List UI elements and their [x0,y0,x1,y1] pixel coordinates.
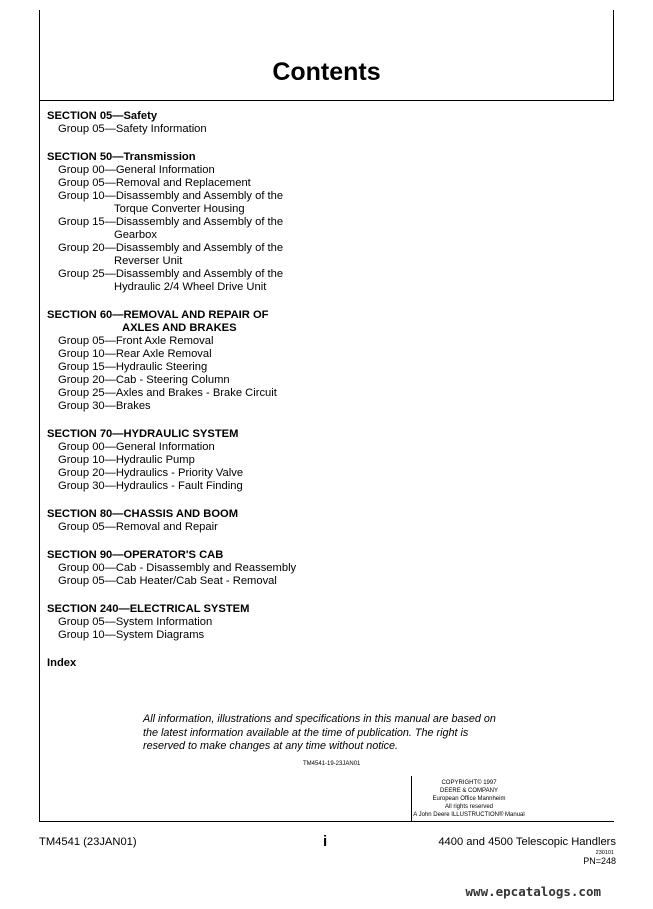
toc-sections [47,110,347,642]
notice-line: All information, illustrations and specifications in this manual are based on [143,713,496,725]
group-entry-continuation: Reverser Unit [114,255,183,267]
group-entry[interactable] [47,454,347,467]
index-link[interactable]: Index [47,657,77,669]
section-heading-text: SECTION 05—Safety [47,110,158,122]
toc-section [47,428,347,493]
group-entry[interactable] [47,335,347,348]
group-entry-continuation: Gearbox [114,229,157,241]
group-entry[interactable] [47,387,347,400]
group-entry-text: Group 10—Rear Axle Removal [58,348,212,360]
copyright-line: COPYRIGHT© 1997 [441,780,497,786]
group-entry-text: Group 10—System Diagrams [58,629,205,641]
group-entry[interactable] [47,361,347,374]
toc-section [47,549,347,588]
group-entry[interactable] [47,575,347,588]
copyright-line: European Office Mannheim [432,796,506,802]
notice-line: reserved to make changes at any time without notice. [143,740,399,752]
group-entry[interactable] [47,521,347,534]
group-entry[interactable] [47,242,347,268]
group-entry-text: Group 05—Removal and Replacement [58,177,251,189]
document-number: TM4541-19-23JAN01 [303,761,361,767]
copyright-line: All rights reserved [444,804,494,810]
left-margin-rule [39,100,40,821]
section-heading[interactable] [47,549,347,562]
group-entry[interactable] [47,348,347,361]
copyright-line: DEERE & COMPANY [440,788,498,794]
group-entry-text: Group 15—Disassembly and Assembly of the [58,216,284,228]
group-entry-text: Group 00—General Information [58,441,215,453]
section-heading[interactable] [47,151,347,164]
footer-date-code: 230101 [595,850,614,856]
group-entry[interactable] [47,629,347,642]
group-entry-continuation: Hydraulic 2/4 Wheel Drive Unit [114,281,267,293]
group-entry-text: Group 25—Axles and Brakes - Brake Circuit [58,387,277,399]
group-entry[interactable] [47,164,347,177]
group-entry-text: Group 05—Front Axle Removal [58,335,214,347]
group-entry[interactable] [47,190,347,216]
section-heading[interactable] [47,428,347,441]
section-heading[interactable] [47,603,347,616]
footer-pn: PN=248 [583,856,616,866]
section-heading[interactable] [47,309,347,335]
group-entry-text: Group 20—Disassembly and Assembly of the [58,242,284,254]
group-entry-text: Group 20—Cab - Steering Column [58,374,230,386]
section-heading-continuation: AXLES AND BRAKES [122,322,237,334]
group-entry[interactable] [47,268,347,294]
toc-section [47,309,347,413]
section-heading-text: SECTION 80—CHASSIS AND BOOM [47,508,239,520]
group-entry-text: Group 05—System Information [58,616,213,628]
group-entry[interactable] [47,123,347,136]
frame-right-rule [613,10,614,101]
section-heading-text: SECTION 240—ELECTRICAL SYSTEM [47,603,250,615]
group-entry[interactable] [47,374,347,387]
section-heading-text: SECTION 90—OPERATOR'S CAB [47,549,224,561]
group-entry-text: Group 05—Safety Information [58,123,207,135]
footer-manual-id: TM4541 (23JAN01) [39,836,137,848]
group-entry-text: Group 05—Cab Heater/Cab Seat - Removal [58,575,277,587]
group-entry-text: Group 30—Brakes [58,400,151,412]
group-entry-text: Group 05—Removal and Repair [58,521,218,533]
group-entry[interactable] [47,467,347,480]
section-heading-text: SECTION 70—HYDRAULIC SYSTEM [47,428,239,440]
table-of-contents [47,110,347,670]
page-title: Contents [272,58,381,86]
group-entry-text: Group 10—Disassembly and Assembly of the [58,190,284,202]
watermark-url[interactable]: www.epcatalogs.com [465,884,601,899]
group-entry[interactable] [47,216,347,242]
group-entry-text: Group 15—Hydraulic Steering [58,361,208,373]
group-entry[interactable] [47,400,347,413]
toc-section [47,603,347,642]
group-entry-text: Group 00—General Information [58,164,215,176]
section-heading-text: SECTION 60—REMOVAL AND REPAIR OF [47,309,269,321]
group-entry[interactable] [47,177,347,190]
footer-product-name: 4400 and 4500 Telescopic Handlers [438,836,616,848]
group-entry-text: Group 20—Hydraulics - Priority Valve [58,467,244,479]
group-entry[interactable] [47,441,347,454]
copyright-line: A John Deere ILLUSTRUCTION® Manual [413,812,525,818]
section-heading[interactable] [47,508,347,521]
footer-rule [39,821,614,822]
group-entry[interactable] [47,616,347,629]
toc-section [47,110,347,136]
disclaimer-notice [143,713,523,754]
toc-section [47,151,347,294]
group-entry-text: Group 25—Disassembly and Assembly of the [58,268,284,280]
footer-page-number: i [323,833,328,850]
notice-line: the latest information available at the time of publication. The right is [143,726,469,739]
toc-section [47,508,347,534]
group-entry-continuation: Torque Converter Housing [114,203,245,215]
copyright-block [385,779,553,819]
group-entry-text: Group 30—Hydraulics - Fault Finding [58,480,243,492]
group-entry[interactable] [47,480,347,493]
frame-left-rule [39,10,40,101]
group-entry-text: Group 10—Hydraulic Pump [58,454,195,466]
section-heading[interactable] [47,110,347,123]
title-underline-rule [39,100,614,101]
group-entry[interactable] [47,562,347,575]
group-entry-text: Group 00—Cab - Disassembly and Reassembly [58,562,297,574]
section-heading-text: SECTION 50—Transmission [47,151,196,163]
